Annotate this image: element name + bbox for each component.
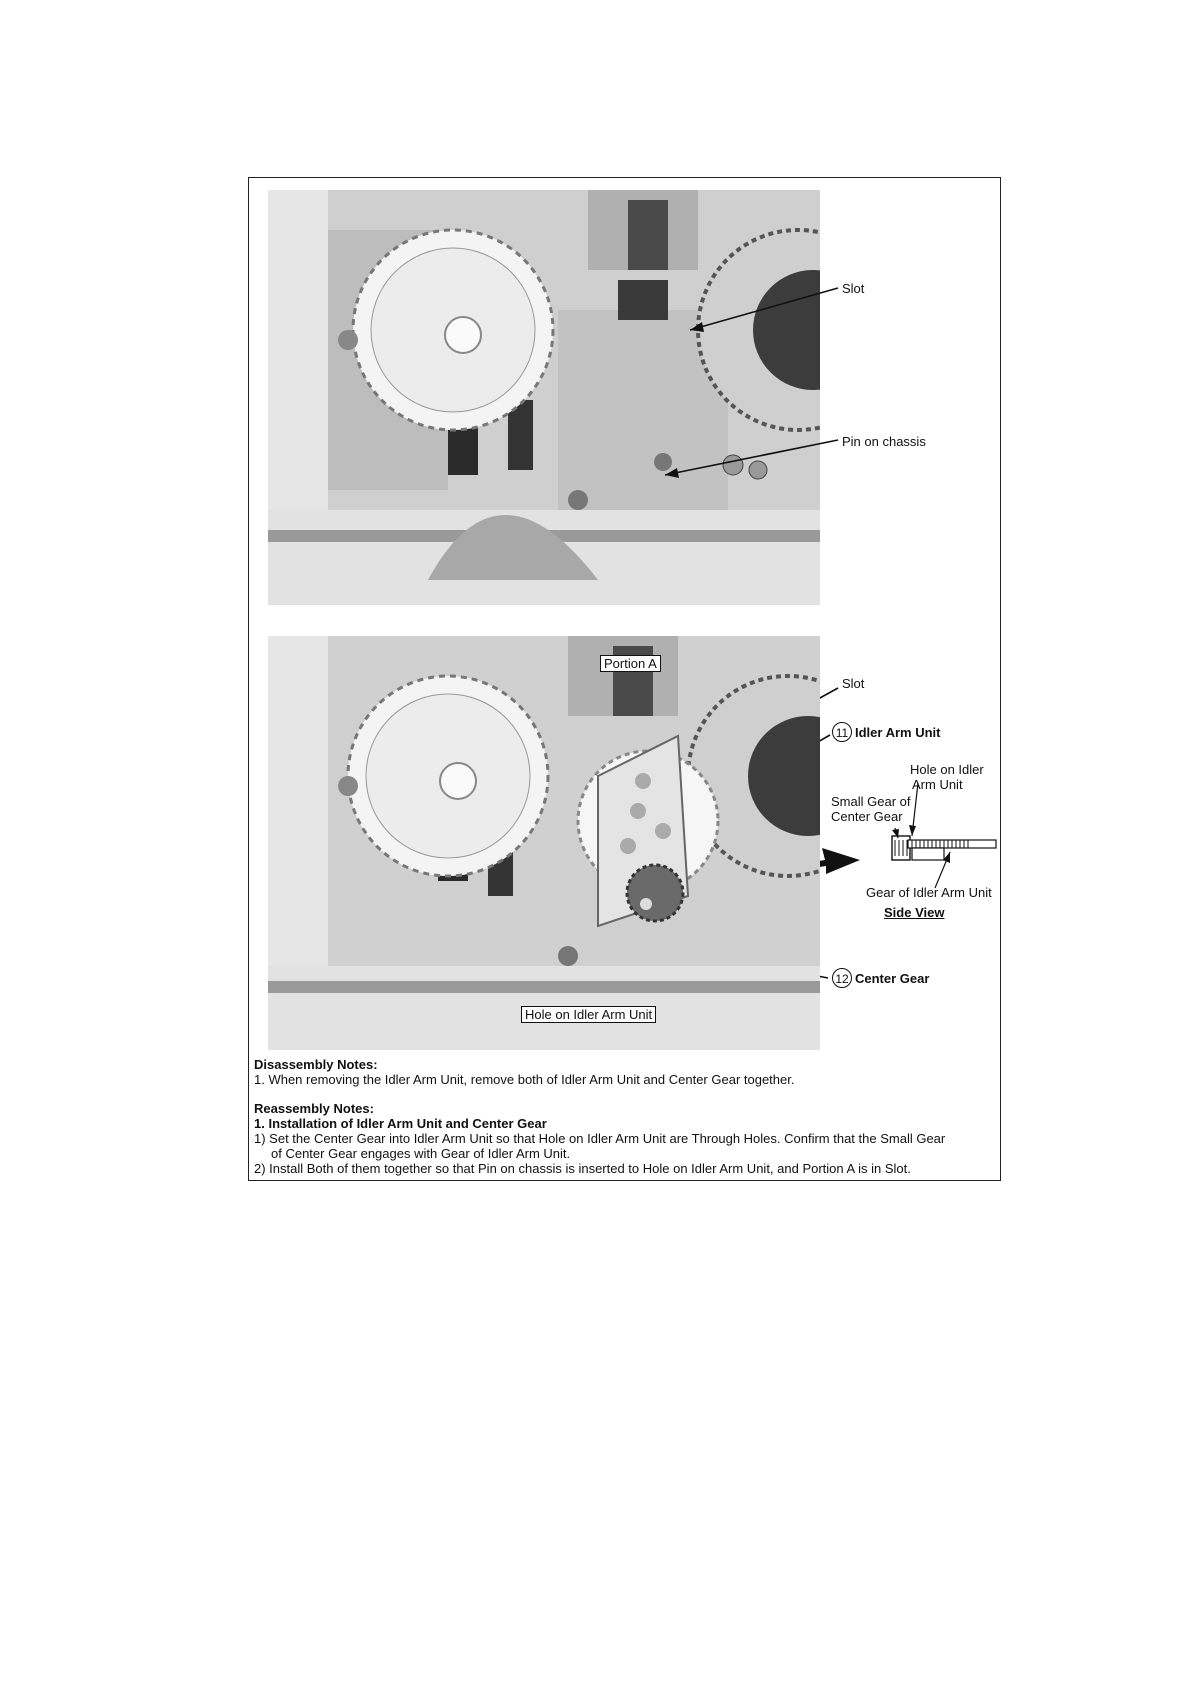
mechanism-photo-2 [268, 636, 820, 1050]
idler-arm-unit-text: Idler Arm Unit [855, 725, 941, 740]
hole-on-idler-arm-unit-label: Hole on Idler Arm Unit [521, 1006, 656, 1023]
side-view-small-gear-line1: Small Gear of [831, 794, 911, 809]
disassembly-title: Disassembly Notes: [254, 1057, 378, 1072]
portion-a-label: Portion A [600, 655, 661, 672]
reassembly-heading: 1. Installation of Idler Arm Unit and Center Gear [254, 1116, 547, 1131]
slot-label-top: Slot [842, 281, 865, 296]
side-view-hole-label [910, 762, 984, 792]
side-view-small-gear-label [831, 794, 910, 824]
side-view-hole-line2: Arm Unit [912, 777, 963, 792]
center-gear-text: Center Gear [855, 971, 930, 986]
pin-on-chassis-label: Pin on chassis [842, 434, 926, 449]
photo-bottom-mechanism [268, 636, 820, 1050]
side-view-hole-line1: Hole on Idler [910, 762, 984, 777]
center-gear-label [832, 968, 929, 988]
center-gear [627, 865, 683, 921]
notes-section [254, 1057, 994, 1176]
reassembly-title: Reassembly Notes: [254, 1101, 374, 1116]
reassembly-step-1: 1) Set the Center Gear into Idler Arm Unit so that Hole on Idler Arm Unit are Through Holes. Confirm that the Small Gear [254, 1131, 946, 1146]
side-view-gear-label: Gear of Idler Arm Unit [866, 885, 992, 900]
disassembly-item-1: 1. When removing the Idler Arm Unit, remove both of Idler Arm Unit and Center Gear together. [254, 1072, 795, 1087]
reassembly-step-2: 2) Install Both of them together so that Pin on chassis is inserted to Hole on Idler Arm Unit, and Portion A is in Slot. [254, 1161, 911, 1176]
side-view-title: Side View [884, 905, 945, 920]
part-number-11: 11 [832, 722, 852, 742]
reassembly-step-1-cont: of Center Gear engages with Gear of Idler Arm Unit. [271, 1146, 571, 1161]
part-number-12: 12 [832, 968, 852, 988]
slot-label-bottom: Slot [842, 676, 865, 691]
side-view-small-gear-line2: Center Gear [831, 809, 903, 824]
idler-arm-unit-label [832, 722, 940, 742]
